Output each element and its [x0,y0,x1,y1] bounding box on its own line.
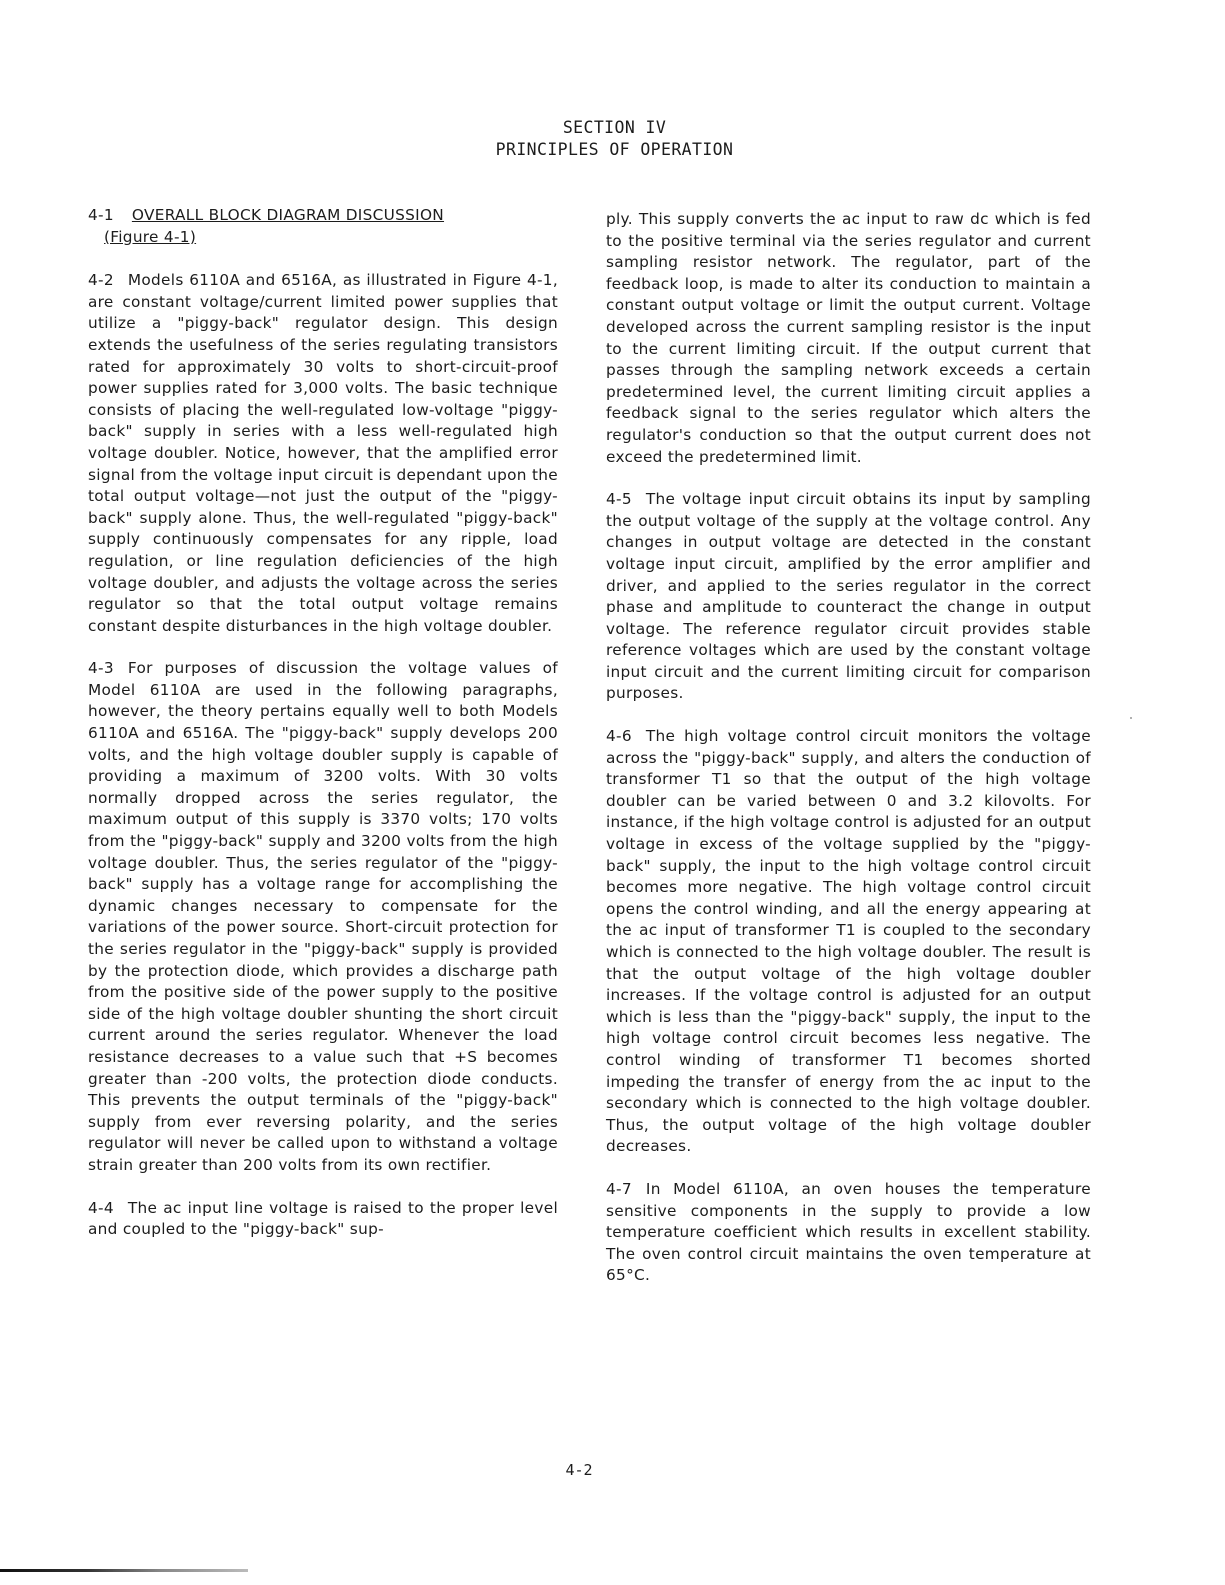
scan-edge-mark [0,1569,248,1572]
paragraph-number: 4-7 [606,1179,632,1198]
figure-reference: (Figure 4-1) [104,227,197,246]
paragraph-4-7 [606,1179,1091,1287]
heading-title: OVERALL BLOCK DIAGRAM DISCUSSION [131,206,445,224]
paragraph-4-3 [88,658,558,1176]
left-column [88,205,558,1262]
page-number: 4-2 [565,1461,593,1479]
paragraph-text: In Model 6110A, an oven houses the temperature sensitive components in the supply to provide a low temperature coefficient which results in excellent stability. The oven control circuit maintains the oven temperature at 65°C. [606,1179,1091,1285]
paragraph-number: 4-6 [606,727,632,746]
paragraph-number: 4-2 [88,271,114,290]
subsection-heading [88,205,558,248]
paragraph-4-5 [606,489,1091,705]
paragraph-text: For purposes of discussion the voltage values of Model 6110A are used in the following paragraphs, however, the theory pertains equally well to both Models 6110A and 6516A. The "piggy-back" supply develops 200 volts, and the high voltage doubler supply is capable of providing a maximum of 3200 volts. With 30 volts normally dropped across the series regulator, the maximum output of this supply is 3370 volts; 170 volts from the "piggy-back" supply and 3200 volts from the high voltage doubler. Thus, the series regulator of the "piggy-back" supply has a voltage range for accomplishing the dynamic changes necessary to compensate for the variations of the power source. Short-circuit protection for the series regulator in the "piggy-back" supply is provided by the protection diode, which provides a discharge path from the positive side of the power supply to the positive side of the high voltage doubler shunting the short circuit current around the series regulator. Whenever the load resistance decreases to a value such that +S becomes greater than -200 volts, the protection diode conducts. This prevents the output terminals of the "piggy-back" supply from ever reversing polarity, and the series regulator will never be called upon to withstand a voltage strain greater than 200 volts from its own rectifier. [88,659,558,1174]
right-column [606,209,1091,1308]
section-number: SECTION IV [562,118,667,137]
paragraph-number: 4-3 [88,659,114,678]
paragraph-4-4-continued [606,209,1091,468]
paragraph-text: The high voltage control circuit monitors the voltage across the "piggy-back" supply, and alters the conduction of transformer T1 so that the output of the high voltage doubler can be varied between 0 and 3.2 kilovolts. For instance, if the high voltage control is adjusted for an output voltage in excess of the voltage supplied by the "piggy-back" supply, the input to the high voltage control circuit becomes more negative. The high voltage control circuit opens the control winding, and all the energy appearing at the ac input of transformer T1 is coupled to the secondary which is connected to the high voltage doubler. The result is that the output voltage of the high voltage doubler increases. If the voltage control is adjusted for an output which is less than the "piggy-back" supply, the input to the high voltage control circuit becomes less negative. The control winding of transformer T1 becomes shorted impeding the transfer of energy from the ac input to the secondary which is connected to the high voltage doubler. Thus, the output voltage of the high voltage doubler decreases. [606,727,1091,1156]
heading-number: 4-1 [88,206,114,224]
paragraph-4-6 [606,726,1091,1158]
paragraph-number: 4-5 [606,490,632,509]
paragraph-text: Models 6110A and 6516A, as illustrated in Figure 4-1, are constant voltage/current limited power supplies that utilize a "piggy-back" regulator design. This design extends the usefulness of the series regulating transistors rated for approximately 30 volts to short-circuit-proof power supplies rated for 3,000 volts. The basic technique consists of placing the well-regulated low-voltage "piggy-back" supply in series with a less well-regulated high voltage doubler. Notice, however, that the amplified error signal from the voltage input circuit is dependant upon the total output voltage—not just the output of the "piggy-back" supply alone. Thus, the well-regulated "piggy-back" supply continuously compensates for any ripple, load regulation, or line regulation deficiencies of the high voltage doubler, and adjusts the voltage across the series regulator so that the total output voltage remains constant despite disturbances in the high voltage doubler. [88,271,558,635]
paragraph-text: ply. This supply converts the ac input to raw dc which is fed to the positive terminal via the series regulator and current sampling resistor network. The regulator, part of the feedback loop, is made to alter its conduction to maintain a constant output voltage or limit the output current. Voltage developed across the current sampling resistor is the input to the current limiting circuit. If the output current that passes through the sampling network exceeds a certain predetermined level, the current limiting circuit applies a feedback signal to the series regulator which alters the regulator's conduction so that the output current does not exceed the predetermined limit. [606,210,1091,466]
section-header [0,117,1225,161]
paragraph-4-2 [88,270,558,637]
paragraph-4-4 [88,1198,558,1241]
paragraph-text: The ac input line voltage is raised to the proper level and coupled to the "piggy-back" sup- [88,1198,558,1239]
section-title: PRINCIPLES OF OPERATION [495,140,734,159]
paragraph-text: The voltage input circuit obtains its input by sampling the output voltage of the supply at the voltage control. Any changes in output voltage are detected in the constant voltage input circuit, amplified by the error amplifier and driver, and applied to the series regulator in the correct phase and amplitude to counteract the change in output voltage. The reference regulator circuit provides stable reference voltages which are used by the constant voltage input circuit and the current limiting circuit for comparison purposes. [606,490,1091,703]
scan-speck [1130,717,1132,719]
paragraph-number: 4-4 [88,1198,114,1217]
